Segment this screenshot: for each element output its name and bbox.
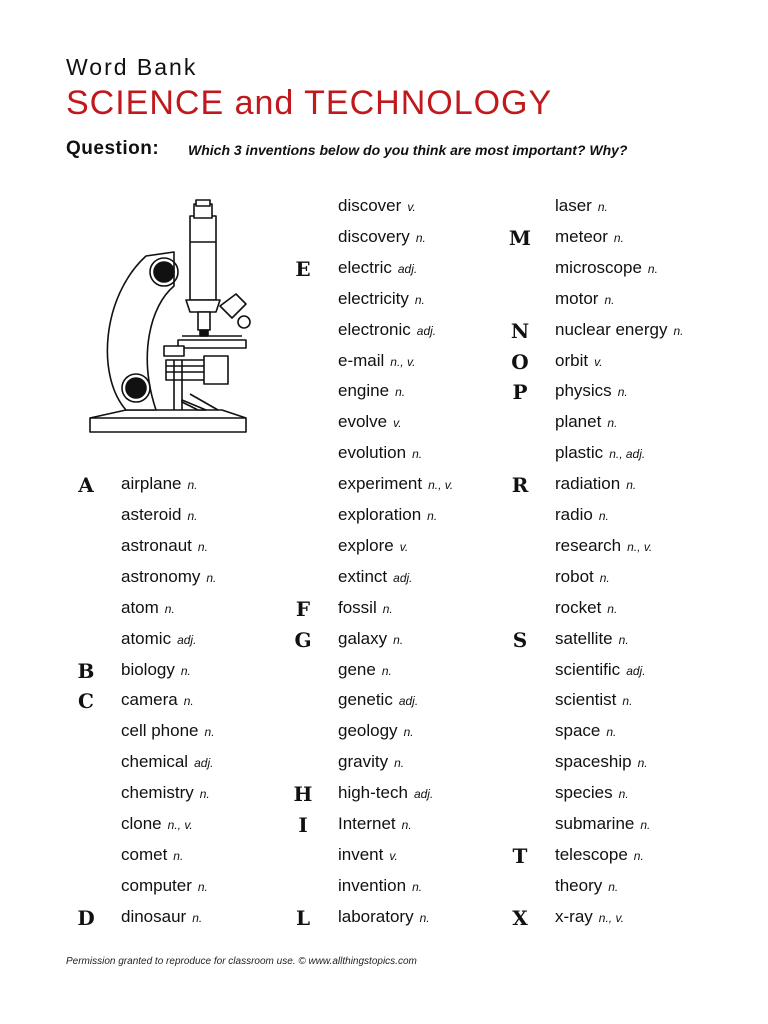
part-of-speech: n. — [617, 385, 628, 400]
word-entry — [555, 375, 628, 406]
word-text: astronaut — [121, 535, 192, 555]
word-text: satellite — [555, 628, 613, 648]
word-text: species — [555, 783, 613, 803]
part-of-speech: adj. — [398, 694, 419, 709]
word-entry — [121, 530, 208, 561]
word-text: Internet — [338, 814, 396, 833]
word-entry — [555, 314, 683, 345]
word-text: microscope — [555, 257, 642, 277]
part-of-speech: adj. — [416, 323, 437, 338]
part-of-speech: n. — [604, 292, 615, 307]
part-of-speech: n. — [393, 632, 404, 647]
part-of-speech: n., adj. — [609, 447, 646, 462]
part-of-speech: adj. — [393, 570, 413, 585]
word-entry — [338, 715, 414, 746]
part-of-speech: n. — [622, 694, 633, 709]
part-of-speech: n., v. — [390, 354, 416, 369]
word-entry — [338, 870, 422, 901]
word-entry — [555, 715, 616, 746]
word-entry — [555, 252, 658, 283]
word-text: atomic — [121, 628, 172, 648]
word-text: comet — [121, 844, 168, 864]
page-subtitle: Word Bank — [66, 54, 198, 80]
part-of-speech: n. — [403, 725, 414, 740]
part-of-speech: n. — [598, 509, 609, 523]
word-text: biology — [121, 659, 175, 679]
word-text: dinosaur — [121, 906, 187, 926]
word-entry — [555, 808, 650, 839]
word-entry — [555, 592, 617, 623]
part-of-speech: n. — [381, 663, 392, 678]
word-entry — [338, 684, 418, 715]
part-of-speech: n. — [414, 292, 425, 307]
word-text: plastic — [555, 443, 604, 463]
word-text: atom — [121, 597, 159, 617]
section-letter: I — [298, 813, 308, 837]
word-entry — [555, 901, 624, 932]
word-entry — [121, 715, 215, 746]
word-entry — [338, 777, 433, 808]
word-entry — [555, 437, 645, 468]
section-letter: B — [77, 658, 95, 683]
word-text: e-mail — [338, 350, 385, 370]
section-letter: C — [78, 689, 94, 714]
word-entry — [555, 561, 610, 592]
word-text: gravity — [338, 752, 389, 772]
part-of-speech: n. — [608, 879, 619, 894]
word-entry — [555, 190, 608, 221]
part-of-speech: n. — [394, 756, 405, 771]
word-entry — [121, 623, 196, 654]
section-letter: N — [510, 318, 530, 343]
part-of-speech: n., v. — [627, 539, 653, 554]
word-text: radiation — [555, 474, 621, 494]
part-of-speech: n. — [607, 601, 618, 616]
word-entry — [555, 777, 629, 808]
word-entry — [338, 437, 422, 468]
part-of-speech: n. — [606, 725, 617, 740]
word-text: spaceship — [555, 752, 632, 772]
part-of-speech: n., v. — [598, 910, 624, 925]
part-of-speech: n. — [382, 601, 393, 616]
word-entry — [338, 808, 412, 839]
word-text: extinct — [338, 566, 388, 586]
word-text: electric — [338, 257, 392, 277]
word-entry — [555, 345, 603, 376]
word-text: radio — [555, 505, 593, 524]
part-of-speech: n. — [183, 694, 194, 709]
part-of-speech: n. — [618, 632, 629, 647]
word-text: experiment — [338, 474, 423, 494]
word-entry — [121, 561, 216, 592]
word-text: scientist — [555, 690, 617, 710]
section-letter: O — [511, 349, 529, 374]
word-text: galaxy — [338, 628, 388, 648]
word-text: fossil — [338, 597, 377, 617]
word-entry — [121, 746, 213, 777]
part-of-speech: n. — [199, 787, 210, 802]
word-entry — [121, 684, 194, 715]
part-of-speech: n., v. — [167, 818, 193, 832]
word-entry — [121, 901, 202, 932]
section-letter: X — [512, 905, 528, 930]
part-of-speech: adj. — [194, 756, 214, 771]
part-of-speech: n. — [633, 848, 644, 863]
word-entry — [555, 839, 644, 870]
section-letter: T — [512, 843, 528, 868]
part-of-speech: n. — [647, 261, 658, 276]
word-entry — [555, 870, 618, 901]
word-entry — [555, 468, 636, 499]
part-of-speech: n. — [412, 879, 423, 894]
word-text: robot — [555, 566, 594, 586]
word-entry — [338, 561, 413, 592]
word-text: x-ray — [555, 906, 593, 926]
word-text: nuclear energy — [555, 319, 668, 339]
word-text: invent — [338, 844, 384, 864]
word-text: electricity — [338, 288, 409, 308]
part-of-speech: n. — [401, 818, 412, 832]
word-entry — [338, 839, 398, 870]
word-entry — [121, 592, 175, 623]
part-of-speech: v. — [594, 354, 603, 369]
word-entry — [338, 283, 425, 314]
word-entry — [121, 839, 183, 870]
word-text: astronomy — [121, 566, 201, 586]
word-entry — [555, 623, 629, 654]
part-of-speech: n. — [626, 478, 637, 493]
part-of-speech: n. — [197, 879, 208, 894]
word-text: discover — [338, 196, 402, 215]
word-text: gene — [338, 659, 376, 679]
word-text: submarine — [555, 814, 635, 833]
section-letter: F — [295, 596, 311, 621]
part-of-speech: n. — [204, 725, 215, 740]
word-entry — [338, 252, 417, 283]
word-entry — [555, 406, 617, 437]
word-text: asteroid — [121, 505, 182, 524]
section-letter: E — [295, 256, 311, 281]
word-entry — [555, 221, 624, 252]
part-of-speech: n. — [187, 478, 198, 493]
word-entry — [121, 499, 198, 530]
section-letter: D — [77, 905, 95, 930]
part-of-speech: n. — [192, 910, 203, 925]
word-text: space — [555, 721, 601, 741]
word-text: motor — [555, 288, 599, 308]
part-of-speech: n. — [427, 509, 438, 523]
section-letter: M — [508, 225, 532, 250]
word-text: laboratory — [338, 906, 414, 926]
word-text: research — [555, 535, 622, 555]
word-entry — [121, 468, 198, 499]
word-entry — [555, 530, 652, 561]
part-of-speech: n. — [673, 323, 684, 338]
word-text: high-tech — [338, 783, 408, 803]
part-of-speech: v. — [407, 200, 416, 214]
word-text: planet — [555, 412, 602, 432]
word-entry — [338, 592, 393, 623]
word-entry — [338, 746, 404, 777]
word-text: evolution — [338, 443, 407, 463]
part-of-speech: v. — [389, 848, 398, 863]
word-text: genetic — [338, 690, 393, 710]
part-of-speech: n. — [599, 570, 610, 585]
word-entry — [555, 746, 648, 777]
word-text: exploration — [338, 505, 422, 524]
word-entry — [121, 870, 208, 901]
section-letter: R — [511, 473, 529, 498]
word-text: electronic — [338, 319, 411, 339]
word-text: explore — [338, 535, 394, 555]
word-entry — [555, 654, 646, 685]
microscope-illustration — [86, 196, 262, 440]
word-entry — [338, 654, 392, 685]
word-entry — [338, 314, 436, 345]
word-text: rocket — [555, 597, 602, 617]
word-entry — [121, 808, 193, 839]
word-text: computer — [121, 875, 192, 895]
section-letter: A — [78, 473, 94, 498]
word-text: geology — [338, 721, 398, 741]
word-text: clone — [121, 814, 162, 833]
word-text: telescope — [555, 844, 628, 864]
part-of-speech: n. — [640, 818, 651, 832]
part-of-speech: n. — [618, 787, 629, 802]
word-entry — [338, 375, 405, 406]
word-text: cell phone — [121, 721, 199, 741]
word-entry — [338, 623, 403, 654]
word-text: engine — [338, 381, 390, 401]
section-letter: H — [293, 782, 313, 807]
part-of-speech: adj. — [626, 663, 646, 678]
word-entry — [121, 777, 210, 808]
word-text: chemistry — [121, 783, 194, 803]
word-entry — [338, 468, 453, 499]
part-of-speech: n. — [597, 200, 608, 214]
part-of-speech: v. — [399, 539, 409, 554]
word-entry — [555, 499, 609, 530]
part-of-speech: n. — [197, 539, 208, 554]
word-text: meteor — [555, 226, 608, 246]
word-entry — [338, 499, 437, 530]
part-of-speech: n. — [419, 910, 430, 925]
word-entry — [338, 190, 416, 221]
word-entry — [338, 406, 402, 437]
part-of-speech: n. — [415, 230, 426, 245]
word-text: camera — [121, 690, 178, 710]
part-of-speech: v. — [393, 416, 402, 431]
word-entry — [555, 283, 614, 314]
part-of-speech: adj. — [177, 632, 197, 647]
word-text: chemical — [121, 752, 189, 772]
word-text: discovery — [338, 226, 410, 246]
word-entry — [555, 684, 632, 715]
word-text: physics — [555, 381, 612, 401]
part-of-speech: n. — [637, 756, 648, 771]
word-entry — [338, 221, 426, 252]
part-of-speech: adj. — [397, 261, 418, 276]
part-of-speech: n. — [164, 601, 175, 616]
word-text: invention — [338, 875, 407, 895]
part-of-speech: n. — [180, 663, 191, 678]
part-of-speech: adj. — [413, 787, 434, 802]
word-text: airplane — [121, 474, 182, 494]
part-of-speech: n. — [412, 447, 423, 462]
part-of-speech: n. — [187, 509, 198, 523]
section-letter: L — [295, 905, 311, 930]
part-of-speech: n. — [173, 848, 184, 863]
word-entry — [338, 530, 408, 561]
word-entry — [338, 901, 430, 932]
word-text: orbit — [555, 350, 589, 370]
part-of-speech: n. — [206, 570, 217, 585]
part-of-speech: n. — [395, 385, 406, 400]
word-text: scientific — [555, 659, 621, 679]
word-entry — [121, 654, 191, 685]
word-entry — [338, 345, 415, 376]
section-letter: S — [512, 627, 528, 652]
part-of-speech: n., v. — [428, 478, 454, 493]
footer-permission: Permission granted to reproduce for classroom use. © www.allthingstopics.com — [66, 956, 417, 967]
word-text: laser — [555, 196, 592, 215]
section-letter: G — [294, 627, 312, 652]
question-label: Question: — [66, 138, 160, 159]
word-text: evolve — [338, 412, 388, 432]
question-text: Which 3 inventions below do you think are most important? Why? — [188, 142, 628, 158]
page-title: SCIENCE and TECHNOLOGY — [66, 84, 553, 122]
part-of-speech: n. — [613, 230, 624, 245]
word-text: theory — [555, 875, 603, 895]
part-of-speech: n. — [607, 416, 618, 431]
section-letter: P — [512, 380, 528, 405]
